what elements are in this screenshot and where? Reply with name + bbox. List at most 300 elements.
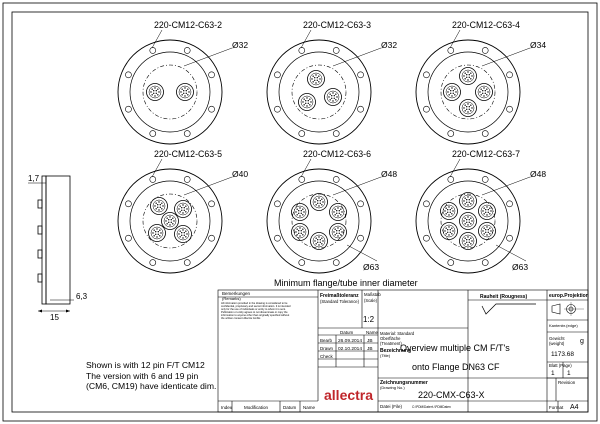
pin-dot <box>464 110 465 111</box>
pin-dot <box>466 242 467 243</box>
side-view-pin-1 <box>38 200 42 208</box>
signature-rows <box>320 338 373 359</box>
pin-dot <box>463 107 464 108</box>
side-view <box>28 176 74 313</box>
pin-dot <box>464 223 465 224</box>
pin-dot <box>339 233 340 234</box>
pin-dot <box>337 207 338 208</box>
pin-dot <box>186 93 187 94</box>
bolt-hole <box>299 176 305 182</box>
pin-dot <box>467 244 468 245</box>
pin-dot <box>166 217 167 218</box>
pin-dot <box>466 109 467 110</box>
bolt-hole <box>333 47 339 53</box>
pin-dot <box>181 207 182 208</box>
inner-diameter-dimension: Ø63 <box>512 262 529 272</box>
pin-dot <box>485 212 486 213</box>
pin-dot <box>160 207 161 208</box>
pin-dot <box>180 91 181 92</box>
pin-dot <box>467 196 468 197</box>
pin-dot <box>168 219 169 220</box>
pin-dot <box>172 223 173 224</box>
pin-dot <box>181 232 182 233</box>
pin-dot <box>302 228 303 229</box>
side-dim-arrow-left <box>38 310 42 313</box>
flange-bolt-circle <box>130 181 210 261</box>
pin-dot <box>453 93 454 94</box>
side-dim-bottom: 6,3 <box>76 292 88 301</box>
pin-dot <box>451 95 452 96</box>
pin-dot <box>463 75 464 76</box>
note-line: Shown is with 12 pin F/T CM12 <box>86 360 205 370</box>
pin-dot <box>466 219 467 220</box>
pin-dot <box>299 215 300 216</box>
pin-dot <box>166 223 167 224</box>
pin-dot <box>322 240 323 241</box>
side-view-flange <box>42 176 46 304</box>
pin-dot <box>298 233 299 234</box>
pin-dot <box>489 233 490 234</box>
pin-dot <box>452 210 453 211</box>
drawing-title-line-2: onto Flange DN63 CF <box>412 362 500 372</box>
flange-label: 220-CM12-C63-3 <box>303 20 371 30</box>
pin-dot <box>317 239 318 240</box>
pin-dot <box>341 231 342 232</box>
pin-dot <box>336 210 337 211</box>
pin-dot <box>334 98 335 99</box>
pin-dot <box>320 242 321 243</box>
pin-dot <box>157 207 158 208</box>
pin-dot <box>171 219 172 220</box>
pin-dot <box>301 230 302 231</box>
pin-dot <box>187 88 188 89</box>
bolt-hole <box>448 260 454 266</box>
flange-label: 220-CM12-C63-2 <box>154 20 222 30</box>
pin-dot <box>156 236 157 237</box>
pin-dot <box>302 214 303 215</box>
bolt-hole <box>358 106 364 112</box>
pin-dot <box>450 90 451 91</box>
pin-dot <box>183 93 184 94</box>
pin-dot <box>315 198 316 199</box>
drawing-number-label-en: (Drawing No.) <box>380 385 405 390</box>
flange-outer-circle <box>416 40 520 144</box>
pin-dot <box>340 208 341 209</box>
pin-dot <box>450 209 451 210</box>
bolt-hole <box>125 235 131 241</box>
pin-dot <box>454 88 455 89</box>
note-line: (CM6, CM19) have identicate dim. <box>86 381 217 391</box>
diameter-dimension: Ø32 <box>232 40 249 50</box>
pin-dot <box>469 222 470 223</box>
pin-dot <box>299 227 300 228</box>
pin-dot <box>157 204 158 205</box>
bolt-hole <box>507 106 513 112</box>
flange-outer-circle <box>118 40 222 144</box>
flange-views <box>118 20 546 273</box>
pin-dot <box>466 222 467 223</box>
row-date: 02.10.2014 <box>338 347 363 352</box>
pin-dot <box>467 79 468 80</box>
pin-dot <box>463 240 464 241</box>
bolt-hole <box>507 72 513 78</box>
label-leader-line <box>152 159 162 177</box>
pin-dot <box>179 205 180 206</box>
bolt-hole <box>448 176 454 182</box>
pin-dot <box>188 91 189 92</box>
pin-dot <box>450 93 451 94</box>
pin-dot <box>329 93 330 94</box>
pin-dot <box>487 91 488 92</box>
pin-dot <box>467 71 468 72</box>
roughness-symbol <box>482 304 536 314</box>
pin-dot <box>333 211 334 212</box>
pin-dot <box>485 209 486 210</box>
roughness-label: Rauheit (Rougness) <box>480 294 528 300</box>
scale-value: 1:2 <box>363 315 375 324</box>
flange-label: 220-CM12-C63-4 <box>452 20 520 30</box>
pin-dot <box>321 237 322 238</box>
pin-dot <box>184 210 185 211</box>
flange-bolt-circle <box>279 181 359 261</box>
outer-border <box>3 3 597 421</box>
bolt-hole <box>448 131 454 137</box>
pin-dot <box>306 105 307 106</box>
pin-dot <box>464 104 465 105</box>
pin-dot <box>489 227 490 228</box>
pin-dot <box>445 233 446 234</box>
pin-dot <box>470 104 471 105</box>
pin-dot <box>186 233 187 234</box>
pin-dot <box>314 80 315 81</box>
diameter-leader-line <box>184 48 232 66</box>
pin-dot <box>463 220 464 221</box>
pin-dot <box>335 93 336 94</box>
pin-dot <box>321 198 322 199</box>
bolt-hole <box>274 201 280 207</box>
bolt-hole <box>482 131 488 137</box>
pin-dot <box>296 208 297 209</box>
pin-dot <box>171 222 172 223</box>
label-leader-line <box>450 159 460 177</box>
row-label: Drawn <box>320 346 334 351</box>
bolt-hole <box>507 235 513 241</box>
pin-dot <box>321 243 322 244</box>
label-leader-line <box>152 30 162 48</box>
pin-dot <box>340 234 341 235</box>
pin-dot <box>318 205 319 206</box>
rev-header-date: Datum <box>283 405 297 410</box>
diameter-leader-line <box>333 48 381 66</box>
side-view-pin-2 <box>38 226 42 234</box>
pin-dot <box>318 236 319 237</box>
pin-dot <box>333 231 334 232</box>
pin-dot <box>480 88 481 89</box>
pin-dot <box>308 100 309 101</box>
pin-dot <box>448 88 449 89</box>
notes <box>86 360 216 392</box>
date-header: Datum <box>340 330 354 335</box>
pin-dot <box>182 229 183 230</box>
pin-dot <box>336 213 337 214</box>
flange-inner-circle <box>441 194 495 248</box>
pin-dot <box>168 222 169 223</box>
inner-diameter-leader-line <box>496 245 526 261</box>
pin-dot <box>466 202 467 203</box>
pin-dot <box>469 109 470 110</box>
pin-dot <box>455 91 456 92</box>
row-date: 26.09.2014 <box>338 339 363 344</box>
side-view-body <box>46 176 70 304</box>
pin-dot <box>466 239 467 240</box>
label-leader-line <box>450 30 460 48</box>
pin-dot <box>482 230 483 231</box>
pin-dot <box>183 90 184 91</box>
flange-view <box>118 20 248 144</box>
pin-dot <box>483 213 484 214</box>
flange-bolt-circle <box>130 52 210 132</box>
pin-dot <box>486 234 487 235</box>
tolerance-label-en: (Standard Tolerance) <box>320 299 360 304</box>
pin-dot <box>302 101 303 102</box>
pin-dot <box>178 233 179 234</box>
projection-symbol <box>552 302 584 316</box>
pin-dot <box>469 77 470 78</box>
diameter-leader-line <box>184 177 232 195</box>
pin-dot <box>154 95 155 96</box>
pin-dot <box>331 98 332 99</box>
pin-dot <box>186 90 187 91</box>
diameter-dimension: Ø48 <box>381 169 398 179</box>
flange-bolt-circle <box>428 181 508 261</box>
diameter-dimension: Ø34 <box>530 40 547 50</box>
pin-dot <box>486 214 487 215</box>
rev-header-index: Index <box>221 405 233 410</box>
drawing-title-line-1: Overview multiple CM F/T's <box>400 343 510 353</box>
pin-dot <box>296 214 297 215</box>
pin-dot <box>318 197 319 198</box>
pin-dot <box>447 232 448 233</box>
pin-dot <box>309 98 310 99</box>
pin-dot <box>337 227 338 228</box>
pin-dot <box>181 235 182 236</box>
pin-dot <box>158 201 159 202</box>
pin-dot <box>317 242 318 243</box>
inner-diameter-dimension: Ø63 <box>363 262 380 272</box>
pin-dot <box>340 214 341 215</box>
pin-dot <box>169 224 170 225</box>
pin-dot <box>485 232 486 233</box>
drawing-number-label: Zeichnungsnummer <box>380 380 428 386</box>
side-dim-width: 15 <box>50 313 59 322</box>
bolt-hole <box>299 47 305 53</box>
pin-dot <box>305 100 306 101</box>
pin-dot <box>153 235 154 236</box>
pin-dot <box>154 205 155 206</box>
pin-dot <box>471 220 472 221</box>
pin-dot <box>155 231 156 232</box>
pin-dot <box>178 208 179 209</box>
pin-dot <box>158 231 159 232</box>
confidential-line: Publication or entity agrees to not disseminate or copy the <box>221 311 288 314</box>
diameter-leader-line <box>333 177 381 195</box>
pin-dot <box>464 197 465 198</box>
pin-dot <box>184 235 185 236</box>
rev-header-modification: Modification <box>244 405 269 410</box>
pin-dot <box>470 78 471 79</box>
bolt-hole <box>333 131 339 137</box>
pin-dot <box>181 94 182 95</box>
bolt-hole <box>209 201 215 207</box>
drawing-number: 220-CMX-C63-X <box>418 390 485 400</box>
pin-dot <box>303 211 304 212</box>
sheet-count: 1 <box>551 370 555 377</box>
diameter-leader-line <box>482 48 530 66</box>
pin-dot <box>339 213 340 214</box>
pin-dot <box>482 210 483 211</box>
flange-outer-circle <box>267 40 371 144</box>
pin-dot <box>301 233 302 234</box>
pin-dot <box>337 235 338 236</box>
pin-dot <box>337 215 338 216</box>
bolt-hole <box>299 260 305 266</box>
pin-dot <box>315 74 316 75</box>
pin-dot <box>173 220 174 221</box>
pin-dot <box>182 212 183 213</box>
pin-dot <box>318 81 319 82</box>
pin-dot <box>469 202 470 203</box>
material-line: (Treatment) <box>380 341 402 346</box>
pin-dot <box>448 226 449 227</box>
pin-dot <box>312 81 313 82</box>
pin-dot <box>488 212 489 213</box>
pin-dot <box>488 209 489 210</box>
pin-dot <box>185 236 186 237</box>
pin-dot <box>469 199 470 200</box>
name-header: Name <box>366 330 379 335</box>
pin-dot <box>309 104 310 105</box>
pin-dot <box>336 230 337 231</box>
diameter-dimension: Ø32 <box>381 40 398 50</box>
flange-view <box>267 20 397 144</box>
pin-dot <box>184 95 185 96</box>
pin-dot <box>151 88 152 89</box>
pin-dot <box>160 232 161 233</box>
pin-dot <box>464 203 465 204</box>
flange-view <box>416 20 546 144</box>
edge-label: Kantenbr.(edge) <box>549 323 578 328</box>
bolt-hole <box>150 131 156 137</box>
company-name: allectra <box>324 387 374 403</box>
pin-dot <box>469 242 470 243</box>
pin-dot <box>471 200 472 201</box>
pin-dot <box>335 99 336 100</box>
pin-dot <box>339 210 340 211</box>
pin-dot <box>184 207 185 208</box>
pin-dot <box>469 219 470 220</box>
bolt-hole <box>482 260 488 266</box>
pin-dot <box>314 77 315 78</box>
flange-bolt-circle <box>279 52 359 132</box>
flange-inner-circle <box>292 65 346 119</box>
file-name: C:\PDM\Daten\ \PDMDaten <box>412 405 451 409</box>
pin-dot <box>153 229 154 230</box>
weight-value: 1173.68 <box>551 351 575 358</box>
pin-dot <box>299 207 300 208</box>
pin-dot <box>490 230 491 231</box>
side-view-pin-3 <box>38 250 42 258</box>
diameter-dimension: Ø40 <box>232 169 249 179</box>
pin-dot <box>488 232 489 233</box>
pin-dot <box>332 100 333 101</box>
label-leader-line <box>301 30 311 48</box>
pin-dot <box>318 75 319 76</box>
bolt-hole <box>333 260 339 266</box>
pin-dot <box>165 220 166 221</box>
pin-dot <box>464 237 465 238</box>
pin-dot <box>334 234 335 235</box>
pin-dot <box>469 74 470 75</box>
pin-dot <box>340 228 341 229</box>
pin-dot <box>470 243 471 244</box>
bolt-hole <box>184 260 190 266</box>
pin-dot <box>162 205 163 206</box>
pin-dot <box>179 236 180 237</box>
row-name: JB <box>367 347 373 352</box>
pin-dot <box>467 111 468 112</box>
pin-dot <box>480 94 481 95</box>
pin-dot <box>469 239 470 240</box>
confidential-line: the written consent Allectra GmbH. <box>221 317 261 320</box>
row-label: Check <box>320 354 333 359</box>
pin-dot <box>466 77 467 78</box>
pin-dot <box>483 207 484 208</box>
pin-dot <box>152 232 153 233</box>
pin-dot <box>470 223 471 224</box>
pin-dot <box>471 240 472 241</box>
pin-dot <box>303 231 304 232</box>
bolt-hole <box>423 201 429 207</box>
pin-dot <box>482 90 483 91</box>
flange-inner-circle <box>441 65 495 119</box>
pin-dot <box>336 233 337 234</box>
pin-dot <box>485 93 486 94</box>
pin-dot <box>451 213 452 214</box>
diameter-leader-line <box>482 177 530 195</box>
pin-dot <box>334 228 335 229</box>
pin-dot <box>486 226 487 227</box>
pin-dot <box>447 91 448 92</box>
sheet-total: 1 <box>567 370 571 377</box>
pin-dot <box>303 98 304 99</box>
pin-dot <box>155 202 156 203</box>
pin-dot <box>471 107 472 108</box>
flange-label: 220-CM12-C63-6 <box>303 149 371 159</box>
bolt-hole <box>448 47 454 53</box>
diameter-dimension: Ø48 <box>530 169 547 179</box>
scale-label: Maßstab <box>364 292 381 297</box>
pin-dot <box>445 207 446 208</box>
bolt-hole <box>150 260 156 266</box>
designation-label-en: (Title) <box>380 353 391 358</box>
pin-dot <box>467 204 468 205</box>
pin-dot <box>159 229 160 230</box>
pin-dot <box>319 78 320 79</box>
pin-dot <box>315 82 316 83</box>
pin-dot <box>334 208 335 209</box>
pin-dot <box>298 210 299 211</box>
flange-view <box>118 149 248 273</box>
